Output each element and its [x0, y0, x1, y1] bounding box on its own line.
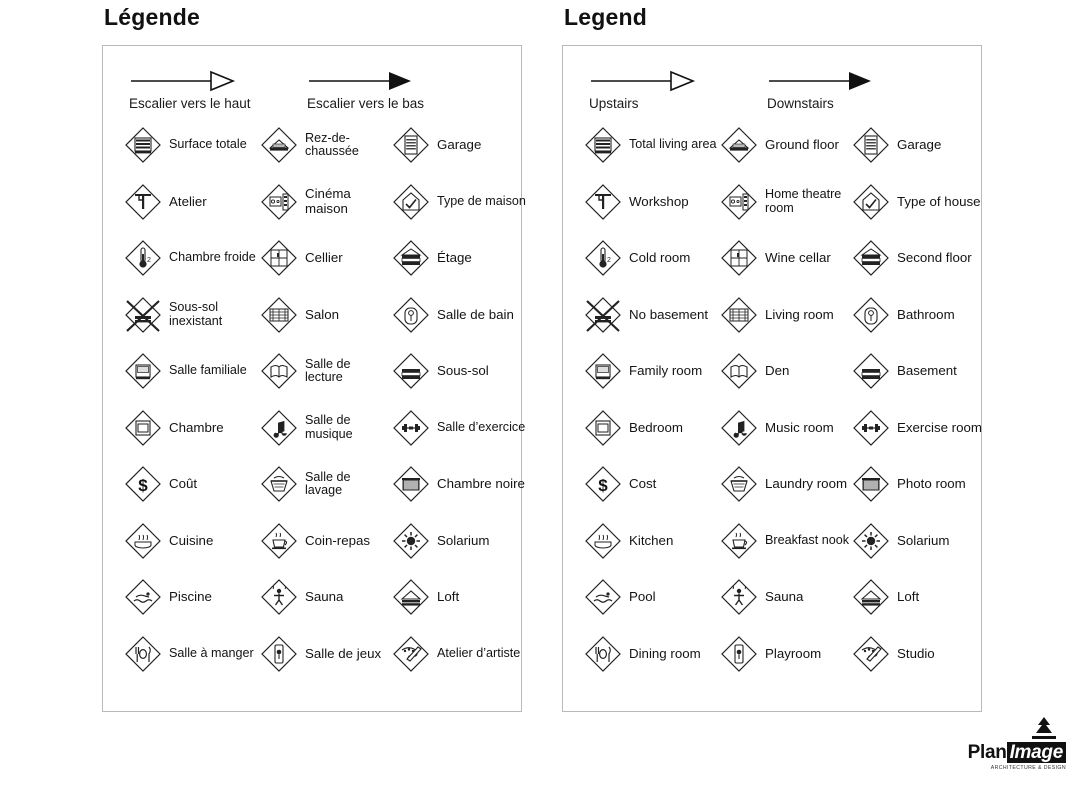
- wine-cellar-icon: [717, 236, 761, 280]
- living-room-icon: [717, 293, 761, 337]
- solarium-icon: [849, 519, 893, 563]
- svg-text:2: 2: [607, 257, 611, 265]
- breakfast-nook-icon: [717, 519, 761, 563]
- legend-entry-label: Playroom: [765, 645, 822, 661]
- dining-room-icon: [121, 632, 165, 676]
- den-icon: [257, 349, 301, 393]
- legend-entry-label: Salle à manger: [169, 645, 254, 660]
- legend-entry-label: Breakfast nook: [765, 532, 850, 547]
- legend-entry: [389, 626, 529, 683]
- legend-entry-label: Coût: [169, 476, 198, 492]
- legend-entry: [717, 287, 849, 344]
- legend-entry: [581, 400, 717, 457]
- legend-entry-label: Coin-repas: [305, 532, 371, 548]
- legend-entry-label: Cuisine: [169, 532, 214, 548]
- breakfast-nook-icon: [257, 519, 301, 563]
- second-floor-icon: [389, 236, 433, 280]
- family-room-icon: [121, 349, 165, 393]
- type-of-house-icon: [849, 180, 893, 224]
- legend-entry: [849, 343, 989, 400]
- legend-entry-label: Chambre: [169, 419, 224, 435]
- no-basement-icon: [581, 293, 625, 337]
- svg-text:$: $: [598, 476, 608, 496]
- legend-entry: [121, 174, 257, 231]
- playroom-icon: [257, 632, 301, 676]
- legend-entry-label: Ground floor: [765, 137, 839, 153]
- legend-entry: [717, 400, 849, 457]
- legend-entry: [849, 513, 989, 570]
- home-theatre-icon: [257, 180, 301, 224]
- legend-entry-label: Bathroom: [897, 306, 955, 322]
- panel-title: Legend: [564, 4, 647, 30]
- panel-title: Légende: [104, 4, 200, 30]
- legend-entry: [581, 174, 717, 231]
- legend-entry-label: Loft: [897, 589, 920, 605]
- stairs-legend-label: Upstairs: [589, 96, 639, 111]
- legend-entry-label: Basement: [897, 363, 957, 379]
- stairs-legend-item: [129, 68, 307, 111]
- legend-entry: [581, 513, 717, 570]
- legend-entry: [717, 569, 849, 626]
- arrow-solid-right-icon: [307, 68, 487, 94]
- legend-entry: [581, 569, 717, 626]
- second-floor-icon: [849, 236, 893, 280]
- pool-icon: [121, 575, 165, 619]
- exercise-room-icon: [849, 406, 893, 450]
- arrow-outline-right-icon: [589, 68, 767, 94]
- legend-grid: [103, 111, 526, 682]
- legend-entry-label: Salle familiale: [169, 363, 247, 378]
- workshop-icon: [581, 180, 625, 224]
- legend-entry-label: Studio: [897, 645, 935, 661]
- legend-entry: [717, 513, 849, 570]
- playroom-icon: [717, 632, 761, 676]
- legend-entry: [581, 230, 717, 287]
- legend-entry-label: Music room: [765, 419, 834, 435]
- legend-entry: [389, 513, 529, 570]
- loft-icon: [389, 575, 433, 619]
- logo-mark-icon: [1030, 716, 1058, 742]
- legend-entry: [717, 230, 849, 287]
- stairs-legend-item: [767, 68, 947, 111]
- stairs-legend-label: Escalier vers le bas: [307, 96, 425, 111]
- legend-entry-label: Sauna: [765, 589, 804, 605]
- legend-entry-label: Exercise room: [897, 419, 982, 435]
- legend-entry: [121, 343, 257, 400]
- stairs-legend-row: [103, 46, 521, 111]
- legend-entry-label: Sauna: [305, 589, 344, 605]
- logo-tagline: ARCHITECTURE & DESIGN: [990, 765, 1066, 771]
- legend-entry-label: Solarium: [897, 532, 950, 548]
- ground-floor-icon: [257, 123, 301, 167]
- stairs-legend-item: [589, 68, 767, 111]
- legend-entry: [389, 343, 529, 400]
- legend-entry: [849, 117, 989, 174]
- legend-entry: [717, 626, 849, 683]
- legend-entry-label: Cellier: [305, 250, 343, 266]
- bathroom-icon: [849, 293, 893, 337]
- legend-entry-label: Salle de bain: [437, 306, 514, 322]
- legend-entry-label: Salle de lavage: [305, 469, 351, 498]
- legend-entry: [717, 174, 849, 231]
- logo-name-part1: Plan: [967, 742, 1007, 763]
- legend-entry-label: Rez-de-chaussée: [305, 130, 359, 159]
- legend-entry-label: Type de maison: [437, 193, 526, 208]
- legend-entry-label: Sous-sol: [437, 363, 489, 379]
- photo-room-icon: [849, 462, 893, 506]
- logo-name-part2: Image: [1007, 742, 1066, 763]
- legend-entry: [121, 456, 257, 513]
- bathroom-icon: [389, 293, 433, 337]
- legend-entry-label: Home theatre room: [765, 187, 842, 215]
- legend-entry: [849, 569, 989, 626]
- legend-entry-label: Total living area: [629, 137, 717, 152]
- legend-entry: [389, 287, 529, 344]
- legend-entry-label: Bedroom: [629, 419, 683, 435]
- legend-entry-label: No basement: [629, 306, 709, 322]
- dining-room-icon: [581, 632, 625, 676]
- ground-floor-icon: [717, 123, 761, 167]
- legend-entry-label: Garage: [437, 137, 482, 153]
- basement-icon: [849, 349, 893, 393]
- stairs-legend-label: Downstairs: [767, 96, 834, 111]
- solarium-icon: [389, 519, 433, 563]
- sauna-icon: [717, 575, 761, 619]
- legend-entry: [257, 287, 389, 344]
- legend-entry-label: Family room: [629, 363, 703, 379]
- legend-entry: [389, 569, 529, 626]
- legend-entry-label: Garage: [897, 137, 942, 153]
- stairs-legend-label: Escalier vers le haut: [129, 96, 251, 111]
- legend-entry: [121, 626, 257, 683]
- legend-entry: [121, 230, 257, 287]
- legend-entry: [849, 400, 989, 457]
- legend-entry: [257, 117, 389, 174]
- legend-entry-label: Salle de lecture: [305, 356, 351, 385]
- exercise-room-icon: [389, 406, 433, 450]
- legend-panel-french: [60, 0, 530, 712]
- legend-entry: [849, 174, 989, 231]
- legend-box: [102, 45, 526, 712]
- cost-icon: [121, 462, 165, 506]
- kitchen-icon: [121, 519, 165, 563]
- legend-entry-label: Atelier d’artiste: [437, 645, 521, 660]
- studio-icon: [389, 632, 433, 676]
- legend-entry: [257, 174, 389, 231]
- arrow-solid-right-icon: [767, 68, 947, 94]
- music-room-icon: [717, 406, 761, 450]
- legend-entry-label: Den: [765, 363, 790, 379]
- legend-grid: [563, 111, 981, 682]
- legend-entry: [389, 117, 529, 174]
- legend-entry-label: Living room: [765, 306, 834, 322]
- bedroom-icon: [121, 406, 165, 450]
- legend-entry: [121, 513, 257, 570]
- legend-entry: [389, 456, 529, 513]
- garage-icon: [389, 123, 433, 167]
- legend-entry: [717, 117, 849, 174]
- legend-entry: [581, 456, 717, 513]
- legend-entry: [121, 287, 257, 344]
- logo-wordmark: [946, 742, 1066, 764]
- legend-entry-label: Loft: [437, 589, 460, 605]
- legend-entry: [581, 626, 717, 683]
- legend-entry-label: Atelier: [169, 193, 207, 209]
- legend-entry: [257, 400, 389, 457]
- legend-entry: [257, 513, 389, 570]
- legend-entry: [257, 456, 389, 513]
- svg-text:2: 2: [147, 257, 151, 265]
- kitchen-icon: [581, 519, 625, 563]
- arrow-outline-right-icon: [129, 68, 307, 94]
- legend-entry-label: Salon: [305, 306, 340, 322]
- stairs-legend-item: [307, 68, 487, 111]
- den-icon: [717, 349, 761, 393]
- loft-icon: [849, 575, 893, 619]
- type-of-house-icon: [389, 180, 433, 224]
- cold-room-icon: [121, 236, 165, 280]
- legend-entry-label: Cinéma maison: [305, 186, 351, 216]
- legend-entry: [581, 117, 717, 174]
- legend-entry: [717, 456, 849, 513]
- legend-entry-label: Salle de musique: [305, 413, 353, 441]
- studio-icon: [849, 632, 893, 676]
- music-room-icon: [257, 406, 301, 450]
- legend-entry-label: Pool: [629, 589, 656, 605]
- legend-entry-label: Workshop: [629, 193, 689, 209]
- legend-entry-label: Salle d’exercice: [437, 419, 526, 434]
- legend-box: [562, 45, 982, 712]
- legend-entry-label: Laundry room: [765, 476, 848, 492]
- legend-entry: [257, 343, 389, 400]
- legend-entry-label: Chambre froide: [169, 250, 256, 265]
- legend-entry: [121, 117, 257, 174]
- total-living-area-icon: [121, 123, 165, 167]
- legend-entry-label: Étage: [437, 250, 472, 266]
- laundry-room-icon: [717, 462, 761, 506]
- total-living-area-icon: [581, 123, 625, 167]
- legend-entry: [121, 400, 257, 457]
- legend-entry-label: Surface totale: [169, 137, 247, 152]
- legend-entry: [389, 174, 529, 231]
- family-room-icon: [581, 349, 625, 393]
- svg-text:$: $: [138, 476, 148, 496]
- legend-entry-label: Kitchen: [629, 532, 674, 548]
- legend-entry: [581, 287, 717, 344]
- legend-panel-english: [520, 0, 990, 712]
- legend-entry: [581, 343, 717, 400]
- legend-entry-label: Type of house: [897, 193, 981, 209]
- garage-icon: [849, 123, 893, 167]
- legend-entry-label: Dining room: [629, 645, 701, 661]
- legend-entry-label: Cost: [629, 476, 657, 492]
- workshop-icon: [121, 180, 165, 224]
- wine-cellar-icon: [257, 236, 301, 280]
- legend-entry-label: Solarium: [437, 532, 490, 548]
- home-theatre-icon: [717, 180, 761, 224]
- living-room-icon: [257, 293, 301, 337]
- bedroom-icon: [581, 406, 625, 450]
- cost-icon: [581, 462, 625, 506]
- sauna-icon: [257, 575, 301, 619]
- legend-entry-label: Sous-sol inexistant: [169, 300, 223, 328]
- legend-entry-label: Photo room: [897, 476, 966, 492]
- no-basement-icon: [121, 293, 165, 337]
- legend-entry: [849, 456, 989, 513]
- legend-entry: [849, 287, 989, 344]
- legend-entry: [389, 400, 529, 457]
- legend-entry: [257, 569, 389, 626]
- legend-entry: [717, 343, 849, 400]
- basement-icon: [389, 349, 433, 393]
- legend-entry-label: Piscine: [169, 589, 212, 605]
- legend-entry-label: Wine cellar: [765, 250, 831, 266]
- cold-room-icon: [581, 236, 625, 280]
- legend-entry: [121, 569, 257, 626]
- laundry-room-icon: [257, 462, 301, 506]
- photo-room-icon: [389, 462, 433, 506]
- pool-icon: [581, 575, 625, 619]
- legend-entry-label: Salle de jeux: [305, 645, 382, 661]
- legend-entry-label: Second floor: [897, 250, 972, 266]
- legend-entry-label: Chambre noire: [437, 476, 525, 492]
- legend-entry: [849, 626, 989, 683]
- legend-entry: [389, 230, 529, 287]
- planimage-logo: [946, 742, 1066, 771]
- legend-entry: [849, 230, 989, 287]
- legend-entry: [257, 626, 389, 683]
- stairs-legend-row: [563, 46, 981, 111]
- legend-entry: [257, 230, 389, 287]
- legend-entry-label: Cold room: [629, 250, 691, 266]
